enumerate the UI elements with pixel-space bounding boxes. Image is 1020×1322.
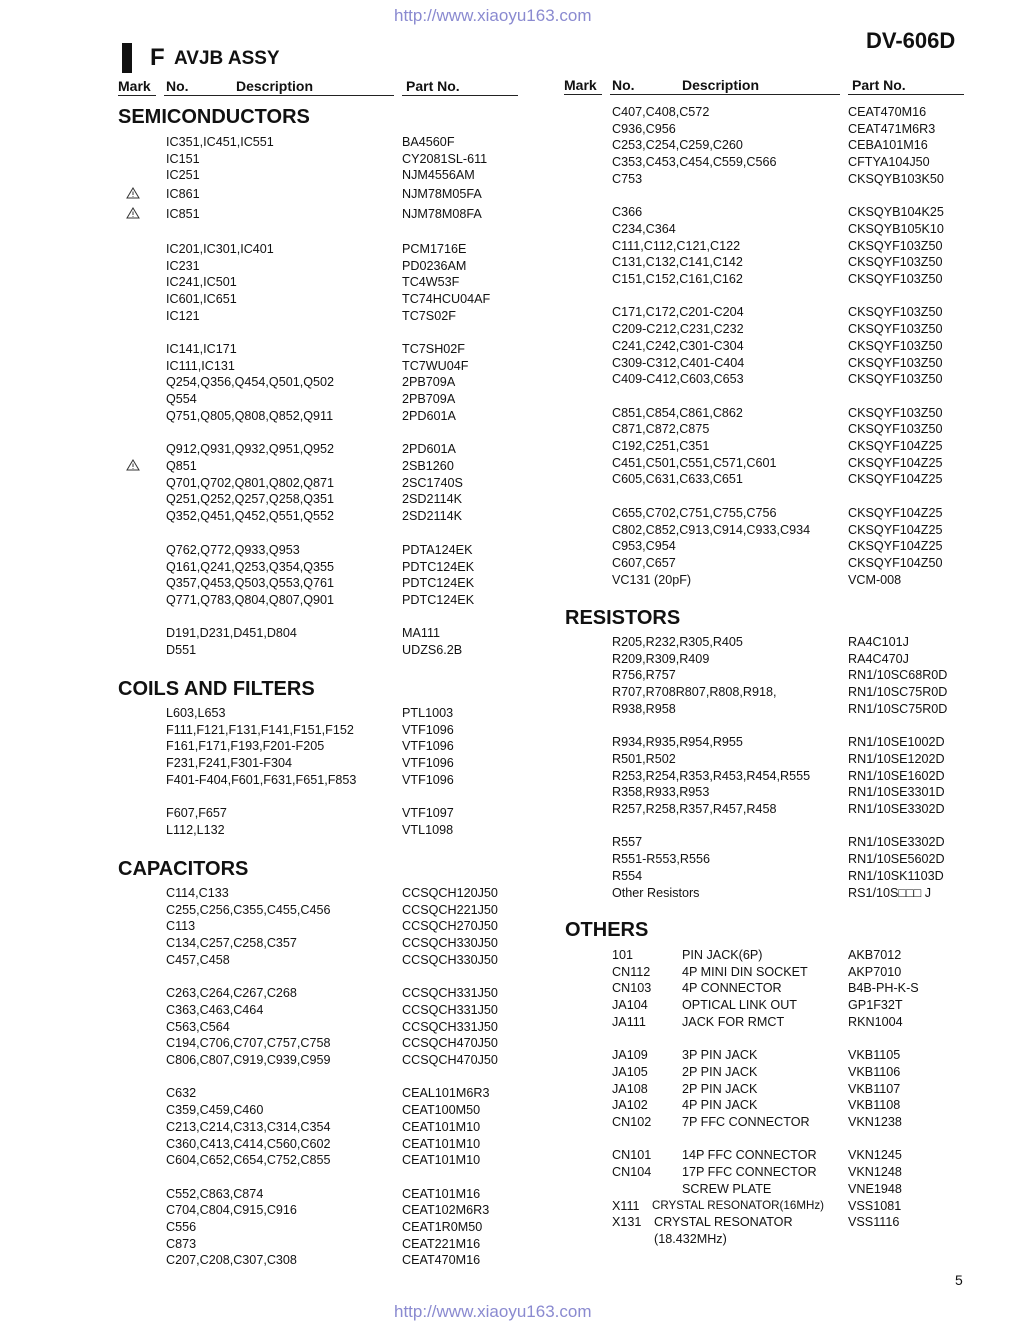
part-reference: C207,C208,C307,C308 <box>166 1253 297 1268</box>
part-number: CFTYA104J50 <box>848 155 930 170</box>
part-number: CKSQYF103Z50 <box>848 255 943 270</box>
part-reference: C234,C364 <box>612 221 676 236</box>
part-number: TC7WU04F <box>402 358 469 373</box>
part-reference: R707,R708R807,R808,R918, <box>612 685 777 700</box>
part-number: CCSQCH331J50 <box>402 1019 498 1034</box>
part-reference: 101 <box>612 948 634 962</box>
part-number: RS1/10S□□□ J <box>848 885 932 900</box>
part-reference: JA104 <box>612 998 648 1013</box>
part-reference: JA111 <box>612 1014 646 1029</box>
part-number: VKB1107 <box>848 1081 901 1096</box>
part-number: RN1/10SK1103D <box>848 868 944 883</box>
part-number: VKB1106 <box>848 1064 901 1079</box>
part-reference: C363,C463,C464 <box>166 1002 264 1017</box>
part-description: 2P PIN JACK <box>682 1064 758 1079</box>
part-number: VTL1098 <box>402 822 454 837</box>
part-reference: C309-C312,C401-C404 <box>612 355 745 370</box>
part-number: CEBA101M16 <box>848 138 928 153</box>
part-number: RN1/10SE3301D <box>848 785 945 800</box>
part-number: VTF1096 <box>402 756 454 771</box>
part-number: TC7S02F <box>402 308 456 323</box>
part-reference: C111,C112,C121,C122 <box>612 238 741 253</box>
part-reference: C632 <box>166 1086 197 1101</box>
part-reference: C359,C459,C460 <box>166 1103 264 1118</box>
part-number: PDTC124EK <box>402 593 475 608</box>
part-number: PD0236AM <box>402 258 467 273</box>
part-number: RN1/10SC75R0D <box>848 685 948 700</box>
part-reference: C171,C172,C201-C204 <box>612 305 744 320</box>
part-number: AKP7010 <box>848 964 902 979</box>
part-description: 14P FFC CONNECTOR <box>682 1148 817 1163</box>
part-reference: C366 <box>612 205 643 220</box>
part-reference: F607,F657 <box>166 806 227 821</box>
part-reference: C563,C564 <box>166 1019 230 1034</box>
part-number: CKSQYF103Z50 <box>848 238 943 253</box>
part-number: CKSQYF103Z50 <box>848 355 943 370</box>
part-number: VTF1097 <box>402 806 454 821</box>
part-reference: C802,C852,C913,C914,C933,C934 <box>612 522 811 537</box>
part-number: CEAT221M16 <box>402 1236 481 1251</box>
part-reference: F231,F241,F301-F304 <box>166 756 293 771</box>
part-reference: D191,D231,D451,D804 <box>166 626 297 640</box>
part-reference: R257,R258,R357,R457,R458 <box>612 802 777 816</box>
part-reference: IC251 <box>166 168 200 183</box>
part-number: PDTA124EK <box>402 543 473 557</box>
part-number: BA4560F <box>402 135 455 149</box>
part-number: CEAT101M10 <box>402 1136 481 1151</box>
url-bottom[interactable]: http://www.xiaoyu163.com <box>394 1302 592 1321</box>
part-reference: C607,C657 <box>612 555 676 570</box>
part-number: CEAT1R0M50 <box>402 1220 483 1234</box>
part-reference: C953,C954 <box>612 539 676 554</box>
part-reference: D551 <box>166 642 197 657</box>
part-number: CEAT100M50 <box>402 1103 481 1118</box>
part-description: 2P PIN JACK <box>682 1081 758 1096</box>
part-number: RN1/10SE5602D <box>848 852 945 867</box>
part-reference: IC231 <box>166 258 200 273</box>
part-reference: R253,R254,R353,R453,R454,R555 <box>612 768 811 783</box>
part-reference: C360,C413,C414,C560,C602 <box>166 1136 331 1151</box>
part-number: CEAT101M10 <box>402 1153 481 1168</box>
part-number: CKSQYF103Z50 <box>848 338 943 353</box>
col-mark-left: Mark <box>118 78 151 94</box>
part-reference: Q771,Q783,Q804,Q807,Q901 <box>166 593 335 608</box>
part-number: CCSQCH470J50 <box>402 1036 498 1051</box>
part-number: RA4C470J <box>848 651 909 666</box>
section-capacitors: CAPACITORS <box>118 858 249 880</box>
col-mark-right: Mark <box>564 77 597 93</box>
part-number: CKSQYF104Z25 <box>848 455 943 470</box>
part-reference: C151,C152,C161,C162 <box>612 272 743 286</box>
part-number: CCSQCH270J50 <box>402 919 498 934</box>
part-description: JACK FOR RMCT <box>682 1014 785 1029</box>
part-reference: R551-R553,R556 <box>612 852 711 867</box>
part-number: CCSQCH470J50 <box>402 1053 498 1067</box>
part-number: CKSQYF104Z25 <box>848 472 943 487</box>
part-number: 2PD601A <box>402 442 456 456</box>
part-number: CCSQCH331J50 <box>402 986 498 1001</box>
part-reference: JA102 <box>612 1098 648 1113</box>
part-reference: C552,C863,C874 <box>166 1186 264 1201</box>
part-number: 2SD2114K <box>402 492 462 507</box>
part-reference: IC861 <box>166 187 200 201</box>
part-number: VKN1238 <box>848 1115 902 1129</box>
part-number: 2SB1260 <box>402 459 454 473</box>
part-reference: C353,C453,C454,C559,C566 <box>612 155 777 170</box>
part-reference: CN104 <box>612 1165 652 1180</box>
part-reference: R554 <box>612 868 643 883</box>
warning-icon <box>126 459 140 471</box>
part-reference: IC151 <box>166 151 200 166</box>
col-part-left: Part No. <box>406 78 460 94</box>
part-description: OPTICAL LINK OUT <box>682 998 797 1013</box>
part-number: UDZS6.2B <box>402 642 463 657</box>
part-reference: C806,C807,C919,C939,C959 <box>166 1053 331 1067</box>
part-reference: JA109 <box>612 1048 648 1063</box>
part-number: CKSQYF103Z50 <box>848 322 943 337</box>
part-reference: C114,C133 <box>166 886 229 900</box>
part-number: TC74HCU04AF <box>402 292 491 307</box>
rule <box>610 94 840 95</box>
part-number: 2PB709A <box>402 392 456 407</box>
part-reference: Q357,Q453,Q503,Q553,Q761 <box>166 576 335 591</box>
part-reference: C873 <box>166 1236 197 1251</box>
part-number: 2PB709A <box>402 375 456 390</box>
assy-letter: F <box>150 44 165 71</box>
url-top[interactable]: http://www.xiaoyu163.com <box>394 6 592 25</box>
part-reference: C407,C408,C572 <box>612 105 710 119</box>
part-reference: C131,C132,C141,C142 <box>612 255 743 270</box>
part-number: CKSQYF103Z50 <box>848 372 943 387</box>
col-part-right: Part No. <box>852 77 906 93</box>
part-reference: L603,L653 <box>166 706 226 720</box>
section-semiconductors: SEMICONDUCTORS <box>118 106 310 128</box>
part-number: TC7SH02F <box>402 342 465 356</box>
part-number: RN1/10SE1002D <box>848 735 945 750</box>
rule <box>564 94 602 95</box>
part-number: CKSQYF103Z50 <box>848 422 943 437</box>
part-reference: C194,C706,C707,C757,C758 <box>166 1036 331 1051</box>
part-reference: JA108 <box>612 1081 648 1096</box>
part-number: VTF1096 <box>402 722 454 737</box>
part-reference: C209-C212,C231,C232 <box>612 322 744 337</box>
part-reference: CN103 <box>612 981 652 996</box>
part-number: CEAT101M16 <box>402 1186 481 1201</box>
part-number: RN1/10SE3302D <box>848 835 945 850</box>
part-reference: R358,R933,R953 <box>612 785 710 800</box>
part-number: CKSQYF104Z25 <box>848 505 943 520</box>
part-number: MA111 <box>402 626 441 640</box>
part-number: RN1/10SE1202D <box>848 751 945 766</box>
part-number: GP1F32T <box>848 998 903 1013</box>
part-number: PTL1003 <box>402 706 454 720</box>
part-reference: C655,C702,C751,C755,C756 <box>612 505 777 520</box>
part-number: VNE1948 <box>848 1181 902 1196</box>
part-number: RN1/10SC68R0D <box>848 668 948 683</box>
part-reference: IC851 <box>166 207 200 221</box>
col-no-right: No. <box>612 77 635 93</box>
part-number: CKSQYF104Z25 <box>848 439 943 453</box>
part-number: CEAT470M16 <box>848 105 927 119</box>
part-number: 2SD2114K <box>402 509 462 524</box>
part-reference: IC601,IC651 <box>166 292 237 307</box>
part-reference: C451,C501,C551,C571,C601 <box>612 455 777 470</box>
rule <box>402 95 518 96</box>
part-reference: C871,C872,C875 <box>612 422 710 437</box>
part-description: 4P CONNECTOR <box>682 981 782 996</box>
rule <box>118 95 156 96</box>
part-number: NJM78M08FA <box>402 207 482 221</box>
part-reference: IC241,IC501 <box>166 275 237 290</box>
part-number: 2PD601A <box>402 408 456 423</box>
part-reference: C704,C804,C915,C916 <box>166 1203 297 1218</box>
part-number: CEAT470M16 <box>402 1253 481 1268</box>
part-reference: Q161,Q241,Q253,Q354,Q355 <box>166 559 335 574</box>
warning-icon <box>126 207 140 219</box>
part-description: CRYSTAL RESONATOR <box>654 1215 793 1230</box>
part-reference: Q251,Q252,Q257,Q258,Q351 <box>166 492 335 507</box>
page-number: 5 <box>955 1272 963 1288</box>
part-reference: C409-C412,C603,C653 <box>612 372 744 387</box>
part-reference: CN112 <box>612 964 651 979</box>
part-reference: F161,F171,F193,F201-F205 <box>166 739 325 754</box>
part-number: 2SC1740S <box>402 475 463 490</box>
part-number: PDTC124EK <box>402 559 475 574</box>
col-no-left: No. <box>166 78 189 94</box>
part-reference: CN102 <box>612 1115 652 1129</box>
part-number: VSS1116 <box>848 1215 900 1230</box>
part-number: RN1/10SE1602D <box>848 768 945 783</box>
part-number: CKSQYF103Z50 <box>848 272 943 286</box>
assy-marker <box>122 43 132 73</box>
part-reference: X131 <box>612 1215 642 1230</box>
part-reference: C213,C214,C313,C314,C354 <box>166 1119 331 1134</box>
part-description: 7P FFC CONNECTOR <box>682 1115 810 1129</box>
part-reference: C253,C254,C259,C260 <box>612 138 743 153</box>
model-number: DV-606D <box>866 28 956 53</box>
part-reference: C605,C631,C633,C651 <box>612 472 743 487</box>
part-number: PCM1716E <box>402 242 467 256</box>
part-number: RN1/10SC75R0D <box>848 701 948 716</box>
part-description: CRYSTAL RESONATOR(16MHz) <box>652 1198 825 1212</box>
part-number: CCSQCH221J50 <box>402 902 498 917</box>
part-reference: Q352,Q451,Q452,Q551,Q552 <box>166 509 335 524</box>
warning-icon <box>126 187 140 199</box>
part-number: CCSQCH330J50 <box>402 952 498 967</box>
part-number: CCSQCH331J50 <box>402 1002 498 1017</box>
part-reference: C255,C256,C355,C455,C456 <box>166 902 331 917</box>
part-number: NJM78M05FA <box>402 187 482 201</box>
part-number: CEAT101M10 <box>402 1119 481 1134</box>
part-reference: IC351,IC451,IC551 <box>166 135 274 149</box>
part-number: VTF1096 <box>402 739 454 754</box>
part-reference: R756,R757 <box>612 668 676 683</box>
part-reference: C241,C242,C301-C304 <box>612 338 744 353</box>
part-number: RN1/10SE3302D <box>848 802 945 816</box>
part-reference: F111,F121,F131,F141,F151,F152 <box>166 722 354 737</box>
part-number: VTF1096 <box>402 772 454 787</box>
part-reference: C113 <box>166 919 196 934</box>
part-number: VKN1245 <box>848 1148 902 1163</box>
part-number: CKSQYB103K50 <box>848 171 944 186</box>
part-number: RKN1004 <box>848 1014 903 1029</box>
part-number: CKSQYF104Z50 <box>848 555 943 570</box>
part-reference: C753 <box>612 171 643 186</box>
part-number: CKSQYF103Z50 <box>848 405 943 420</box>
part-number: B4B-PH-K-S <box>848 981 919 996</box>
part-description: 17P FFC CONNECTOR <box>682 1165 817 1180</box>
part-description: 4P PIN JACK <box>682 1098 758 1113</box>
part-reference: JA105 <box>612 1064 648 1079</box>
part-number: CY2081SL-611 <box>402 151 488 166</box>
part-reference: Q701,Q702,Q801,Q802,Q871 <box>166 475 335 490</box>
part-number: CKSQYF104Z25 <box>848 539 943 554</box>
part-reference: IC111,IC131 <box>166 358 235 373</box>
part-reference: C457,C458 <box>166 952 230 967</box>
part-number: CEAT102M6R3 <box>402 1203 490 1218</box>
part-reference: IC201,IC301,IC401 <box>166 242 274 256</box>
part-reference: Q254,Q356,Q454,Q501,Q502 <box>166 375 335 390</box>
part-description: 4P MINI DIN SOCKET <box>682 964 808 979</box>
part-number: CKSQYF103Z50 <box>848 305 943 320</box>
part-reference: Q851 <box>166 459 197 473</box>
part-number: TC4W53F <box>402 275 460 290</box>
part-number: NJM4556AM <box>402 168 475 183</box>
part-reference: Q751,Q805,Q808,Q852,Q911 <box>166 408 334 423</box>
part-reference: C134,C257,C258,C357 <box>166 936 297 951</box>
part-reference: X111 <box>612 1198 640 1213</box>
part-number: RA4C101J <box>848 635 909 649</box>
part-number: CEAT471M6R3 <box>848 121 936 136</box>
part-reference: CN101 <box>612 1148 652 1163</box>
part-reference: L112,L132 <box>166 822 225 837</box>
rule <box>164 95 394 96</box>
part-reference: R209,R309,R409 <box>612 651 710 666</box>
part-number: CKSQYF104Z25 <box>848 522 943 537</box>
part-reference: C192,C251,C351 <box>612 439 710 453</box>
part-reference: IC141,IC171 <box>166 342 237 356</box>
part-reference: VC131 (20pF) <box>612 572 692 587</box>
part-number: CCSQCH330J50 <box>402 936 498 951</box>
part-reference: Q912,Q931,Q932,Q951,Q952 <box>166 442 335 456</box>
assy-title: AVJB ASSY <box>174 48 280 69</box>
part-reference: R501,R502 <box>612 751 676 766</box>
part-reference: R934,R935,R954,R955 <box>612 735 743 750</box>
part-description: PIN JACK(6P) <box>682 948 763 962</box>
part-number: CKSQYB105K10 <box>848 221 944 236</box>
part-description: (18.432MHz) <box>654 1231 727 1246</box>
col-desc-left: Description <box>236 78 314 94</box>
part-reference: C556 <box>166 1220 197 1234</box>
part-reference: R938,R958 <box>612 701 676 716</box>
part-reference: R205,R232,R305,R405 <box>612 635 743 649</box>
part-reference: C604,C652,C654,C752,C855 <box>166 1153 331 1168</box>
part-reference: C263,C264,C267,C268 <box>166 986 297 1001</box>
part-reference: C851,C854,C861,C862 <box>612 405 743 420</box>
rule <box>848 94 964 95</box>
part-reference: Q762,Q772,Q933,Q953 <box>166 543 300 557</box>
part-number: CEAL101M6R3 <box>402 1086 490 1101</box>
part-description: SCREW PLATE <box>682 1181 772 1196</box>
part-reference: C936,C956 <box>612 121 676 136</box>
part-reference: Q554 <box>166 392 197 407</box>
part-number: AKB7012 <box>848 948 902 962</box>
part-number: VSS1081 <box>848 1198 902 1213</box>
part-reference: F401-F404,F601,F631,F651,F853 <box>166 772 357 787</box>
part-reference: Other Resistors <box>612 885 700 900</box>
part-number: CKSQYB104K25 <box>848 205 944 220</box>
section-others: OTHERS <box>565 919 649 941</box>
part-number: PDTC124EK <box>402 576 475 591</box>
part-number: VKN1248 <box>848 1165 902 1180</box>
section-coils: COILS AND FILTERS <box>118 678 315 700</box>
part-description: 3P PIN JACK <box>682 1048 758 1063</box>
part-number: CCSQCH120J50 <box>402 886 498 900</box>
part-number: VCM-008 <box>848 572 902 587</box>
part-reference: R557 <box>612 835 643 850</box>
col-desc-right: Description <box>682 77 760 93</box>
part-number: VKB1105 <box>848 1048 901 1063</box>
part-number: VKB1108 <box>848 1098 901 1113</box>
part-reference: IC121 <box>166 308 200 323</box>
section-resistors: RESISTORS <box>565 607 681 629</box>
